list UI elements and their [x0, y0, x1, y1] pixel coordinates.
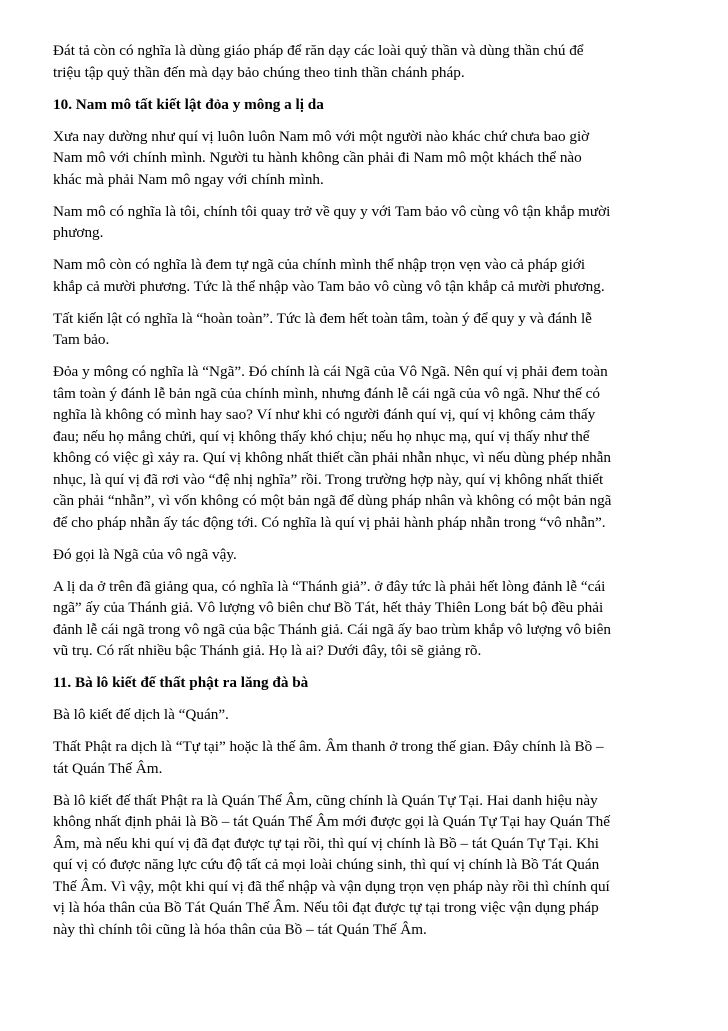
paragraph: [53, 40, 689, 83]
section-heading: [53, 672, 689, 694]
document-page: [53, 40, 689, 951]
text-line: đảnh lễ cái ngã trong vô ngã của bậc Thánh giả. Cái ngã ấy bao trùm khắp vô lượng vô biên: [53, 620, 611, 638]
text-line: Âm, mà nếu khi quí vị đã đạt được tự tại rồi, thì quí vị chính là Bồ – tát Quán Tự Tại. Khi: [53, 834, 599, 852]
text-line: Đỏa y mông có nghĩa là “Ngã”. Đó chính là cái Ngã của Vô Ngã. Nên quí vị phải đem toàn: [53, 363, 608, 380]
text-line: Bà lô kiết đế thất Phật ra là Quán Thế Âm, cũng chính là Quán Tự Tại. Hai danh hiệu này: [53, 791, 598, 809]
section-heading: [53, 94, 689, 116]
text-line: Đát tả còn có nghĩa là dùng giáo pháp để răn dạy các loài quỷ thần và dùng thần chú để: [53, 42, 584, 59]
paragraph: [53, 790, 689, 941]
text-line: khác mà phải Nam mô ngay với chính mình.: [53, 170, 324, 188]
text-line: tâm toàn ý đánh lễ bản ngã của chính mình, nhưng đánh lễ cái ngã của vô ngã. Như thế có: [53, 384, 601, 402]
text-line: này thì chính tôi cũng là hóa thân của Bồ – tát Quán Thế Âm.: [53, 920, 427, 938]
paragraph: [53, 254, 689, 297]
paragraph: [53, 544, 689, 566]
text-line: ngã” ấy của Thánh giả. Vô lượng vô biên chư Bồ Tát, hết thảy Thiên Long bát bộ đều phải: [53, 599, 604, 616]
text-line: Xưa nay dường như quí vị luôn luôn Nam mô với một người nào khác chứ chưa bao giờ: [53, 127, 590, 145]
paragraph: [53, 736, 689, 779]
text-line: vị là hóa thân của Bồ Tát Quán Thế Âm. Nếu tôi đạt được tự tại trong việc vận dụng pháp: [53, 899, 599, 916]
text-line: Thất Phật ra dịch là “Tự tại” hoặc là thế âm. Âm thanh ở trong thế gian. Đây chính là Bồ –: [53, 738, 604, 755]
paragraph: [53, 308, 689, 351]
text-line: Thế Âm. Vì vậy, một khi quí vị đã thể nhập và vận dụng trọn vẹn pháp này rồi thì chính quí: [53, 877, 610, 895]
text-line: 10. Nam mô tất kiết lật đỏa y mông a lị da: [53, 95, 324, 113]
paragraph: [53, 576, 689, 662]
text-line: triệu tập quỷ thần đến mà dạy bảo chúng theo tinh thần chánh pháp.: [53, 63, 465, 81]
text-line: đau; nếu họ mắng chửi, quí vị không thấy khó chịu; nếu họ nhục mạ, quí vị thấy như thể: [53, 427, 590, 445]
text-line: A lị da ở trên đã giảng qua, có nghĩa là “Thánh giả”. ở đây tức là phải hết lòng đảnh lễ “cái: [53, 577, 606, 595]
paragraph: [53, 704, 689, 726]
text-line: Nam mô còn có nghĩa là đem tự ngã của chính mình thể nhập trọn vẹn vào cả pháp giới: [53, 256, 586, 273]
text-line: nhục, là quí vị đã rơi vào “đệ nhị nghĩa” rồi. Trong trường hợp này, quí vị không nhất thiết: [53, 470, 604, 488]
text-line: phương.: [53, 224, 104, 241]
paragraph: [53, 361, 689, 533]
text-line: cần phải “nhẫn”, vì vốn không có một bản ngã để dùng pháp nhân và không có một bản ngã: [53, 492, 612, 509]
text-line: Nam mô với chính mình. Người tu hành không cần phải đi Nam mô một khách thể nào: [53, 149, 582, 166]
text-line: khắp cả mười phương. Tức là thể nhập vào Tam bảo vô cùng vô tận khắp cả mười phương.: [53, 277, 605, 295]
text-line: Tam bảo.: [53, 331, 110, 348]
text-line: tát Quán Thế Âm.: [53, 759, 163, 777]
paragraph: [53, 201, 689, 244]
text-line: 11. Bà lô kiết đế thất phật ra lăng đà bà: [53, 674, 309, 691]
text-line: vũ trụ. Có rất nhiều bậc Thánh giả. Họ là ai? Dưới đây, tôi sẽ giảng rõ.: [53, 642, 482, 659]
text-line: không có việc gì xảy ra. Quí vị không nhất thiết cần phải nhẫn nhục, vì nếu dùng phép nhẫn: [53, 449, 612, 466]
text-line: không nhất định phải là Bồ – tát Quán Thế Âm mới được gọi là Quán Tự Tại hay Quán Thế: [53, 813, 610, 830]
text-line: nghĩa là không có mình hay sao? Ví như khi có người đánh quí vị, quí vị không cảm thấy: [53, 406, 596, 423]
text-line: Tất kiến lật có nghĩa là “hoàn toàn”. Tức là đem hết toàn tâm, toàn ý để quy y và đánh lễ: [53, 309, 592, 327]
paragraph: [53, 126, 689, 191]
text-line: Bà lô kiết đế dịch là “Quán”.: [53, 706, 229, 723]
text-line: Đó gọi là Ngã của vô ngã vậy.: [53, 545, 237, 563]
text-line: Nam mô có nghĩa là tôi, chính tôi quay trở về quy y với Tam bảo vô cùng vô tận khắp mười: [53, 202, 611, 220]
text-line: quí vị có được năng lực cứu độ tất cả mọi loài chúng sinh, thì quí vị chính là Bồ Tát Quán: [53, 856, 600, 873]
text-line: để cho pháp nhẫn ấy tác động tới. Có nghĩa là quí vị phải hành pháp nhẫn trong “vô nhẫn”.: [53, 513, 606, 531]
